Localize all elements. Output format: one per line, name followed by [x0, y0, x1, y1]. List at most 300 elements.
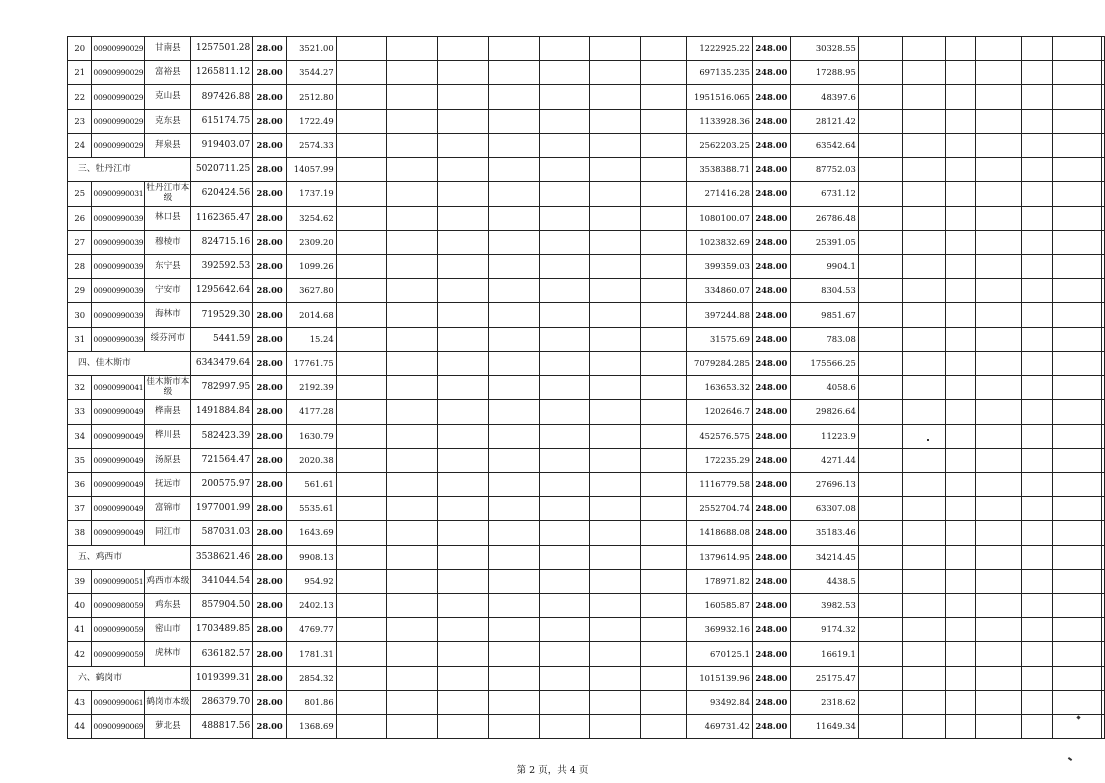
cell-amount: 9908.13	[287, 545, 337, 569]
subtotal-name: 五、鸡西市	[68, 545, 191, 569]
empty-cell	[437, 351, 488, 375]
empty-cell	[946, 545, 976, 569]
table-body	[68, 37, 1105, 739]
row-index: 38	[68, 521, 92, 545]
empty-cell	[976, 254, 1022, 278]
empty-cell	[1102, 545, 1105, 569]
empty-cell	[590, 594, 640, 618]
empty-cell	[336, 37, 386, 61]
row-name: 宁安市	[145, 279, 191, 303]
row-name: 佳木斯市本级	[145, 376, 191, 400]
empty-cell	[946, 109, 976, 133]
cell-amount: 1630.79	[287, 424, 337, 448]
empty-cell	[858, 61, 902, 85]
row-name: 东宁县	[145, 254, 191, 278]
empty-cell	[1102, 133, 1105, 157]
row-code: 00900990039	[92, 303, 145, 327]
scan-mark	[927, 439, 929, 441]
cell-amount-2: 26786.48	[790, 206, 858, 230]
empty-cell	[387, 521, 437, 545]
empty-cell	[976, 715, 1022, 739]
empty-cell	[640, 133, 687, 157]
empty-cell	[902, 133, 946, 157]
row-index: 29	[68, 279, 92, 303]
cell-base-amount-2: 1951516.065	[687, 85, 753, 109]
empty-cell	[1102, 666, 1105, 690]
empty-cell	[946, 400, 976, 424]
cell-base-amount-2: 178971.82	[687, 569, 753, 593]
empty-cell	[858, 497, 902, 521]
cell-amount: 4177.28	[287, 400, 337, 424]
row-index: 43	[68, 690, 92, 714]
empty-cell	[1021, 666, 1052, 690]
empty-cell	[1102, 497, 1105, 521]
empty-cell	[590, 303, 640, 327]
empty-cell	[976, 85, 1022, 109]
empty-cell	[858, 279, 902, 303]
table-row	[68, 182, 1105, 206]
empty-cell	[1021, 400, 1052, 424]
row-name: 拜泉县	[145, 133, 191, 157]
empty-cell	[437, 472, 488, 496]
empty-cell	[539, 521, 589, 545]
empty-cell	[858, 303, 902, 327]
cell-amount-2: 175566.25	[790, 351, 858, 375]
empty-cell	[387, 182, 437, 206]
empty-cell	[858, 666, 902, 690]
empty-cell	[946, 472, 976, 496]
empty-cell	[858, 690, 902, 714]
empty-cell	[902, 85, 946, 109]
cell-amount-2: 29826.64	[790, 400, 858, 424]
cell-base-amount-2: 334860.07	[687, 279, 753, 303]
cell-rate: 28.00	[253, 85, 287, 109]
row-index: 24	[68, 133, 92, 157]
cell-base-amount: 721564.47	[191, 448, 253, 472]
empty-cell	[590, 376, 640, 400]
row-code: 00900990041	[92, 376, 145, 400]
row-code: 00900990039	[92, 327, 145, 351]
empty-cell	[1021, 424, 1052, 448]
cell-base-amount: 782997.95	[191, 376, 253, 400]
empty-cell	[1053, 618, 1102, 642]
empty-cell	[1102, 376, 1105, 400]
subtotal-name: 四、佳木斯市	[68, 351, 191, 375]
table-row	[68, 569, 1105, 593]
empty-cell	[437, 400, 488, 424]
empty-cell	[539, 715, 589, 739]
empty-cell	[489, 376, 539, 400]
empty-cell	[590, 521, 640, 545]
cell-amount: 1737.19	[287, 182, 337, 206]
row-code: 00900990049	[92, 521, 145, 545]
empty-cell	[902, 448, 946, 472]
page-footer: 第 2 页，共 4 页	[516, 765, 589, 776]
empty-cell	[336, 158, 386, 182]
table-row	[68, 133, 1105, 157]
empty-cell	[437, 690, 488, 714]
cell-rate-2: 248.00	[752, 666, 790, 690]
cell-amount: 2020.38	[287, 448, 337, 472]
empty-cell	[590, 85, 640, 109]
empty-cell	[640, 37, 687, 61]
cell-amount: 3521.00	[287, 37, 337, 61]
row-name: 桦南县	[145, 400, 191, 424]
row-name: 同江市	[145, 521, 191, 545]
empty-cell	[539, 230, 589, 254]
empty-cell	[640, 327, 687, 351]
table-row	[68, 61, 1105, 85]
row-index: 28	[68, 254, 92, 278]
empty-cell	[1053, 400, 1102, 424]
empty-cell	[539, 376, 589, 400]
empty-cell	[946, 642, 976, 666]
row-code: 00900990049	[92, 448, 145, 472]
row-code: 00900990029	[92, 109, 145, 133]
cell-amount-2: 783.08	[790, 327, 858, 351]
empty-cell	[1102, 594, 1105, 618]
empty-cell	[336, 497, 386, 521]
cell-rate-2: 248.00	[752, 472, 790, 496]
cell-amount-2: 16619.1	[790, 642, 858, 666]
row-index: 40	[68, 594, 92, 618]
row-index: 37	[68, 497, 92, 521]
cell-rate: 28.00	[253, 279, 287, 303]
empty-cell	[336, 594, 386, 618]
empty-cell	[1021, 521, 1052, 545]
cell-base-amount: 1265811.12	[191, 61, 253, 85]
cell-rate: 28.00	[253, 594, 287, 618]
empty-cell	[539, 182, 589, 206]
empty-cell	[858, 618, 902, 642]
empty-cell	[640, 448, 687, 472]
empty-cell	[489, 569, 539, 593]
empty-cell	[387, 424, 437, 448]
empty-cell	[1021, 109, 1052, 133]
empty-cell	[640, 61, 687, 85]
table-row	[68, 618, 1105, 642]
empty-cell	[902, 472, 946, 496]
cell-base-amount-2: 2562203.25	[687, 133, 753, 157]
empty-cell	[946, 230, 976, 254]
row-code: 00900990049	[92, 424, 145, 448]
empty-cell	[1053, 182, 1102, 206]
cell-amount-2: 3982.53	[790, 594, 858, 618]
cell-amount: 561.61	[287, 472, 337, 496]
empty-cell	[640, 618, 687, 642]
empty-cell	[590, 182, 640, 206]
empty-cell	[437, 303, 488, 327]
empty-cell	[976, 400, 1022, 424]
empty-cell	[1021, 497, 1052, 521]
empty-cell	[858, 594, 902, 618]
row-index: 35	[68, 448, 92, 472]
cell-amount: 1781.31	[287, 642, 337, 666]
row-code: 00900990039	[92, 279, 145, 303]
empty-cell	[1102, 37, 1105, 61]
empty-cell	[590, 497, 640, 521]
cell-base-amount-2: 397244.88	[687, 303, 753, 327]
empty-cell	[336, 642, 386, 666]
empty-cell	[387, 61, 437, 85]
cell-amount: 2309.20	[287, 230, 337, 254]
empty-cell	[1021, 37, 1052, 61]
empty-cell	[858, 37, 902, 61]
empty-cell	[976, 448, 1022, 472]
table-row	[68, 303, 1105, 327]
empty-cell	[336, 230, 386, 254]
cell-amount-2: 2318.62	[790, 690, 858, 714]
empty-cell	[1053, 424, 1102, 448]
cell-base-amount: 1295642.64	[191, 279, 253, 303]
cell-amount-2: 25391.05	[790, 230, 858, 254]
empty-cell	[858, 351, 902, 375]
row-name: 抚远市	[145, 472, 191, 496]
row-index: 20	[68, 37, 92, 61]
empty-cell	[902, 521, 946, 545]
empty-cell	[590, 133, 640, 157]
cell-rate: 28.00	[253, 376, 287, 400]
empty-cell	[1021, 61, 1052, 85]
empty-cell	[1053, 545, 1102, 569]
cell-rate-2: 248.00	[752, 85, 790, 109]
empty-cell	[858, 400, 902, 424]
row-name: 富裕县	[145, 61, 191, 85]
table-row	[68, 424, 1105, 448]
empty-cell	[489, 642, 539, 666]
cell-base-amount-2: 160585.87	[687, 594, 753, 618]
cell-amount-2: 28121.42	[790, 109, 858, 133]
empty-cell	[336, 424, 386, 448]
row-index: 36	[68, 472, 92, 496]
empty-cell	[489, 618, 539, 642]
empty-cell	[387, 448, 437, 472]
empty-cell	[590, 618, 640, 642]
cell-rate-2: 248.00	[752, 109, 790, 133]
empty-cell	[976, 472, 1022, 496]
cell-rate: 28.00	[253, 158, 287, 182]
cell-base-amount-2: 271416.28	[687, 182, 753, 206]
empty-cell	[946, 376, 976, 400]
empty-cell	[976, 521, 1022, 545]
empty-cell	[539, 642, 589, 666]
row-code: 00900990059	[92, 618, 145, 642]
empty-cell	[902, 642, 946, 666]
cell-rate-2: 248.00	[752, 545, 790, 569]
cell-amount: 1099.26	[287, 254, 337, 278]
empty-cell	[946, 618, 976, 642]
empty-cell	[387, 37, 437, 61]
cell-base-amount-2: 93492.84	[687, 690, 753, 714]
cell-amount: 5535.61	[287, 497, 337, 521]
row-code: 00900990059	[92, 642, 145, 666]
row-name: 鸡西市本级	[145, 569, 191, 593]
empty-cell	[640, 182, 687, 206]
empty-cell	[902, 230, 946, 254]
cell-base-amount-2: 1133928.36	[687, 109, 753, 133]
empty-cell	[946, 133, 976, 157]
cell-base-amount-2: 452576.575	[687, 424, 753, 448]
empty-cell	[640, 642, 687, 666]
empty-cell	[539, 279, 589, 303]
empty-cell	[902, 715, 946, 739]
row-index: 34	[68, 424, 92, 448]
empty-cell	[539, 448, 589, 472]
empty-cell	[489, 448, 539, 472]
empty-cell	[976, 618, 1022, 642]
cell-amount: 2574.33	[287, 133, 337, 157]
row-code: 00900990029	[92, 37, 145, 61]
row-name: 汤原县	[145, 448, 191, 472]
empty-cell	[590, 666, 640, 690]
empty-cell	[1021, 569, 1052, 593]
empty-cell	[858, 424, 902, 448]
empty-cell	[590, 327, 640, 351]
empty-cell	[1053, 690, 1102, 714]
cell-base-amount: 1977001.99	[191, 497, 253, 521]
row-code: 00900990049	[92, 400, 145, 424]
cell-base-amount: 286379.70	[191, 690, 253, 714]
empty-cell	[640, 594, 687, 618]
cell-amount-2: 11649.34	[790, 715, 858, 739]
empty-cell	[1053, 594, 1102, 618]
empty-cell	[1021, 85, 1052, 109]
table-row	[68, 327, 1105, 351]
cell-rate-2: 248.00	[752, 642, 790, 666]
empty-cell	[1021, 448, 1052, 472]
cell-base-amount: 719529.30	[191, 303, 253, 327]
empty-cell	[1021, 472, 1052, 496]
cell-amount: 4769.77	[287, 618, 337, 642]
empty-cell	[437, 254, 488, 278]
cell-rate-2: 248.00	[752, 206, 790, 230]
empty-cell	[336, 472, 386, 496]
cell-rate-2: 248.00	[752, 303, 790, 327]
empty-cell	[640, 497, 687, 521]
cell-base-amount: 857904.50	[191, 594, 253, 618]
cell-base-amount-2: 1023832.69	[687, 230, 753, 254]
empty-cell	[640, 666, 687, 690]
empty-cell	[858, 569, 902, 593]
cell-base-amount-2: 3538388.71	[687, 158, 753, 182]
row-index: 27	[68, 230, 92, 254]
row-code: 00900990049	[92, 497, 145, 521]
empty-cell	[976, 690, 1022, 714]
empty-cell	[539, 424, 589, 448]
row-index: 31	[68, 327, 92, 351]
cell-base-amount: 615174.75	[191, 109, 253, 133]
empty-cell	[437, 327, 488, 351]
empty-cell	[437, 448, 488, 472]
cell-base-amount-2: 469731.42	[687, 715, 753, 739]
cell-rate: 28.00	[253, 400, 287, 424]
empty-cell	[336, 376, 386, 400]
empty-cell	[489, 424, 539, 448]
empty-cell	[1021, 690, 1052, 714]
cell-base-amount-2: 1222925.22	[687, 37, 753, 61]
empty-cell	[489, 279, 539, 303]
empty-cell	[336, 618, 386, 642]
empty-cell	[489, 303, 539, 327]
empty-cell	[336, 109, 386, 133]
empty-cell	[976, 279, 1022, 303]
empty-cell	[1102, 109, 1105, 133]
empty-cell	[387, 254, 437, 278]
cell-amount: 1643.69	[287, 521, 337, 545]
subtotal-row	[68, 666, 1105, 690]
empty-cell	[1102, 521, 1105, 545]
cell-base-amount: 392592.53	[191, 254, 253, 278]
empty-cell	[976, 230, 1022, 254]
cell-rate: 28.00	[253, 715, 287, 739]
empty-cell	[489, 690, 539, 714]
row-code: 00900990049	[92, 472, 145, 496]
row-code: 00900990029	[92, 61, 145, 85]
cell-amount: 2854.32	[287, 666, 337, 690]
cell-rate-2: 248.00	[752, 569, 790, 593]
cell-rate: 28.00	[253, 109, 287, 133]
empty-cell	[902, 279, 946, 303]
empty-cell	[902, 109, 946, 133]
empty-cell	[539, 133, 589, 157]
empty-cell	[437, 545, 488, 569]
cell-rate-2: 248.00	[752, 448, 790, 472]
empty-cell	[437, 85, 488, 109]
empty-cell	[590, 715, 640, 739]
table-row	[68, 109, 1105, 133]
cell-base-amount-2: 2552704.74	[687, 497, 753, 521]
cell-base-amount: 5441.59	[191, 327, 253, 351]
empty-cell	[590, 642, 640, 666]
empty-cell	[539, 594, 589, 618]
empty-cell	[946, 497, 976, 521]
empty-cell	[387, 85, 437, 109]
cell-rate: 28.00	[253, 690, 287, 714]
empty-cell	[640, 472, 687, 496]
empty-cell	[590, 569, 640, 593]
empty-cell	[539, 327, 589, 351]
empty-cell	[1102, 424, 1105, 448]
table-row	[68, 85, 1105, 109]
empty-cell	[1053, 109, 1102, 133]
empty-cell	[1102, 690, 1105, 714]
cell-rate-2: 248.00	[752, 618, 790, 642]
empty-cell	[387, 327, 437, 351]
empty-cell	[387, 618, 437, 642]
empty-cell	[946, 206, 976, 230]
empty-cell	[640, 376, 687, 400]
empty-cell	[640, 400, 687, 424]
empty-cell	[1021, 594, 1052, 618]
empty-cell	[946, 182, 976, 206]
empty-cell	[1053, 303, 1102, 327]
empty-cell	[489, 400, 539, 424]
empty-cell	[539, 206, 589, 230]
cell-amount: 801.86	[287, 690, 337, 714]
empty-cell	[1053, 351, 1102, 375]
table-row	[68, 497, 1105, 521]
row-index: 32	[68, 376, 92, 400]
cell-rate: 28.00	[253, 569, 287, 593]
cell-rate: 28.00	[253, 521, 287, 545]
cell-rate: 28.00	[253, 618, 287, 642]
cell-amount-2: 4438.5	[790, 569, 858, 593]
empty-cell	[539, 303, 589, 327]
cell-amount-2: 9904.1	[790, 254, 858, 278]
cell-rate: 28.00	[253, 133, 287, 157]
empty-cell	[539, 400, 589, 424]
empty-cell	[946, 303, 976, 327]
